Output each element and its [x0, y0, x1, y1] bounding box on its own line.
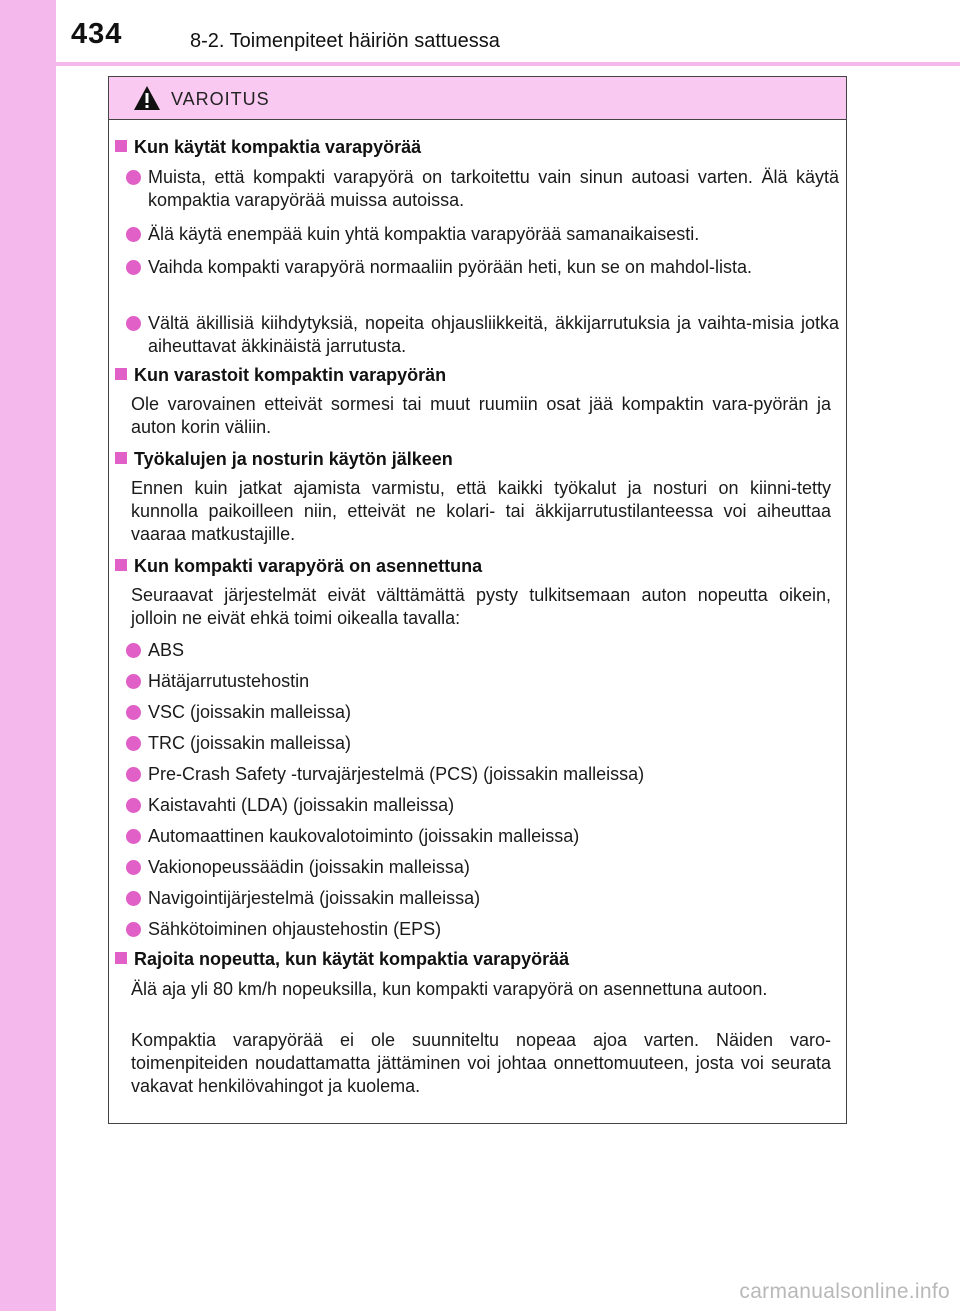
- paragraph: Ole varovainen etteivät sormesi tai muut ruumiin osat jää kompaktin vara-pyörän ja auton korin väliin.: [131, 394, 831, 437]
- list-item: Pre-Crash Safety -turvajärjestelmä (PCS) (joissakin malleissa): [126, 763, 839, 786]
- warning-header: [109, 77, 846, 120]
- list-item: Älä käytä enempää kuin yhtä kompaktia varapyörää samanaikaisesti.: [126, 223, 839, 246]
- round-bullet-icon: [126, 170, 141, 185]
- paragraph: Seuraavat järjestelmät eivät välttämättä pysty tulkitsemaan auton nopeutta oikein, jolloin ne eivät ehkä toimi oikealla tavalla:: [131, 585, 831, 628]
- round-bullet-icon: [126, 227, 141, 242]
- square-bullet-icon: [115, 952, 127, 964]
- list-item: Vakionopeussäädin (joissakin malleissa): [126, 856, 839, 879]
- round-bullet-icon: [126, 798, 141, 813]
- list-item: VSC (joissakin malleissa): [126, 701, 839, 724]
- square-bullet-icon: [115, 452, 127, 464]
- list-item: ABS: [126, 639, 839, 662]
- round-bullet-icon: [126, 674, 141, 689]
- list-item: Sähkötoiminen ohjaustehostin (EPS): [126, 918, 839, 941]
- warning-triangle-icon: [133, 85, 161, 111]
- round-bullet-icon: [126, 860, 141, 875]
- warning-box: [108, 76, 847, 1124]
- list-item: Vaihda kompakti varapyörä normaaliin pyörään heti, kun se on mahdol-lista.: [126, 256, 839, 279]
- round-bullet-icon: [126, 922, 141, 937]
- list-item: TRC (joissakin malleissa): [126, 732, 839, 755]
- square-bullet-icon: [115, 559, 127, 571]
- round-bullet-icon: [126, 316, 141, 331]
- list-item: Kaistavahti (LDA) (joissakin malleissa): [126, 794, 839, 817]
- round-bullet-icon: [126, 891, 141, 906]
- watermark: carmanualsonline.info: [739, 1280, 950, 1303]
- round-bullet-icon: [126, 705, 141, 720]
- list-item: Vältä äkillisiä kiihdytyksiä, nopeita ohjausliikkeitä, äkkijarrutuksia ja vaihta-misia jotka aiheuttavat äkkinäistä jarrutusta.: [126, 312, 839, 358]
- list-item: Hätäjarrutustehostin: [126, 670, 839, 693]
- list-item: Automaattinen kaukovalotoiminto (joissakin malleissa): [126, 825, 839, 848]
- round-bullet-icon: [126, 643, 141, 658]
- page-number: 434: [71, 18, 123, 50]
- round-bullet-icon: [126, 736, 141, 751]
- side-color-band: [0, 0, 56, 1311]
- header-rule: [56, 62, 960, 66]
- paragraph: Kompaktia varapyörää ei ole suunniteltu nopeaa ajoa varten. Näiden varo-toimenpiteiden noudattamatta jättäminen voi johtaa onnettomuuteen, josta voi seurata vakavat henkilövahingot ja kuolema.: [131, 1030, 831, 1096]
- section-title: 8-2. Toimenpiteet häiriön sattuessa: [190, 30, 500, 52]
- square-bullet-icon: [115, 368, 127, 380]
- square-bullet-icon: [115, 140, 127, 152]
- list-item: Muista, että kompakti varapyörä on tarkoitettu vain sinun autoasi varten. Älä käytä kompaktia varapyörää muissa autoissa.: [126, 166, 839, 212]
- section-heading-compact-spare: Kun käytät kompaktia varapyörää: [115, 137, 421, 158]
- section-heading-speed-limit: Rajoita nopeutta, kun käytät kompaktia varapyörää: [115, 949, 569, 970]
- round-bullet-icon: [126, 767, 141, 782]
- round-bullet-icon: [126, 260, 141, 275]
- paragraph: Älä aja yli 80 km/h nopeuksilla, kun kompakti varapyörä on asennettuna autoon.: [131, 979, 768, 999]
- paragraph: Ennen kuin jatkat ajamista varmistu, että kaikki työkalut ja nosturi on kiinni-tetty kunnolla paikoilleen niin, etteivät ne kolari- tai äkkijarrutustilanteessa voi aiheuttaa vaaraa matkustajille.: [131, 478, 831, 544]
- section-heading-installed: Kun kompakti varapyörä on asennettuna: [115, 556, 482, 577]
- section-heading-storing: Kun varastoit kompaktin varapyörän: [115, 365, 446, 386]
- warning-title: VAROITUS: [171, 89, 270, 109]
- section-heading-after-tools: Työkalujen ja nosturin käytön jälkeen: [115, 449, 453, 470]
- round-bullet-icon: [126, 829, 141, 844]
- list-item: Navigointijärjestelmä (joissakin malleissa): [126, 887, 839, 910]
